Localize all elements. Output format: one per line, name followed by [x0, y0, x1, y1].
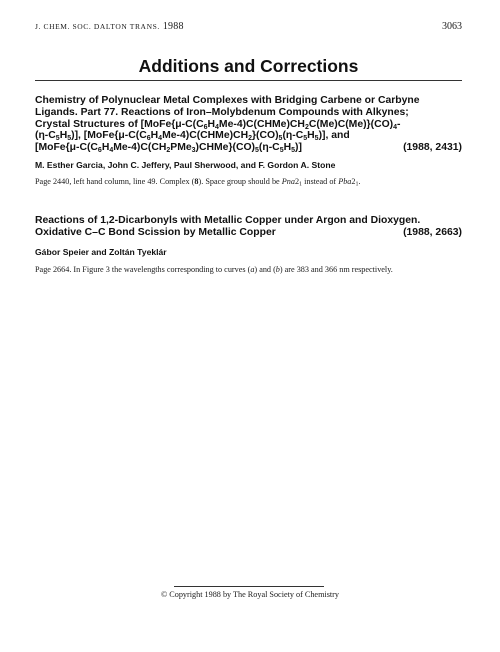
journal-year: 1988 — [162, 21, 184, 32]
copyright-footer: © Copyright 1988 by The Royal Society of Chemistry — [161, 590, 339, 599]
entry-title-line: Ligands. Part 77. Reactions of Iron–Molybdenum Compounds with Alkynes; — [35, 106, 409, 118]
journal-name: J. CHEM. SOC. DALTON TRANS. — [35, 22, 160, 31]
running-head — [35, 21, 462, 32]
entry-title-line: Crystal Structures of [$MoFe\{\mu-C(C_6H_4Me-4)C(CHMe)CH_2C(Me)C(Me)\}(CO)_4-$ — [35, 118, 401, 131]
entry-title-line: Chemistry of Polynuclear Metal Complexes with Bridging Carbene or Carbyne — [35, 95, 420, 106]
footer-divider — [174, 586, 324, 587]
entry-title-line: (1988, 2663) Oxidative C–C Bond Scission by Metallic Copper — [35, 226, 462, 238]
page-number: 3063 — [442, 21, 462, 32]
entry-authors: M. Esther Garcia, John C. Jeffery, Paul Sherwood, and F. Gordon A. Stone — [35, 160, 336, 170]
entry-title-line: Reactions of 1,2-Dicarbonyls with Metallic Copper under Argon and Dioxygen. — [35, 215, 421, 226]
entry-title — [35, 215, 462, 239]
entry-title-line: (1988, 2431) $[MoFe\{\mu-C(C_6H_4Me-4)C(CH_2PMe_3)CHMe\}(CO)_5(\eta-C_5H_5)]$ — [35, 142, 462, 155]
entry-title-line: $(\eta-C_5H_5)$], $[MoFe\{\mu-C(C_6H_4Me-4)C(CHMe)CH_2\}(CO)_5(\eta-C_5H_5)]$, and — [35, 130, 350, 143]
entry-title — [35, 95, 462, 154]
entry-reference: (1988, 2431) — [403, 142, 462, 154]
section-title: Additions and Corrections — [138, 56, 359, 76]
title-divider — [35, 80, 462, 81]
entry-authors: Gábor Speier and Zoltán Tyeklár — [35, 247, 167, 257]
entry-correction: Page 2440, left hand column, line 49. Complex (8). Space group should be $Pna2_1$ instead of $Pba2_1$. — [35, 177, 361, 188]
journal-citation — [35, 21, 184, 32]
entry-correction: Page 2664. In Figure 3 the wavelengths corresponding to curves (a) and (b) are 383 and 366 nm respectively. — [35, 265, 393, 274]
entry-reference: (1988, 2663) — [403, 226, 462, 238]
